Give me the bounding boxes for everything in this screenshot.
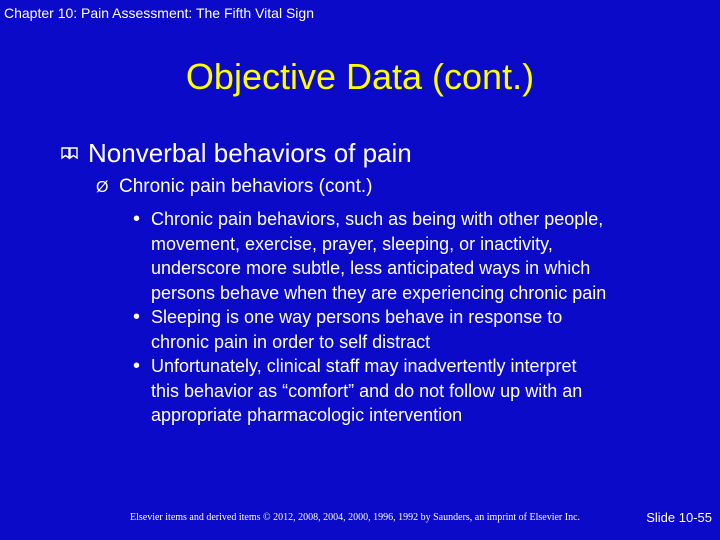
level1-text: Nonverbal behaviors of pain (88, 138, 412, 168)
dot-bullet-icon: • (133, 355, 141, 377)
level2-bullet-item (96, 176, 696, 198)
list-item-text: Sleeping is one way persons behave in response to chronic pain in order to self distract (151, 307, 563, 352)
list-item-text: Chronic pain behaviors, such as being with other people, movement, exercise, prayer, sleeping, or inactivity, underscore more subtle, less anticipated ways in which persons behave when they are experiencing chronic pain (151, 209, 607, 303)
list-item-text: Unfortunately, clinical staff may inadvertently interpret this behavior as “comfort” and do not follow up with an appropriate pharmacologic intervention (151, 356, 583, 425)
copyright-notice: Elsevier items and derived items © 2012, 2008, 2004, 2000, 1996, 1992 by Saunders, an imprint of Elsevier Inc. (130, 512, 581, 523)
chapter-header: Chapter 10: Pain Assessment: The Fifth Vital Sign (4, 5, 314, 21)
slide-title: Objective Data (cont.) (185, 56, 535, 97)
list-item (133, 207, 693, 305)
list-item (133, 305, 693, 354)
dot-bullet-icon: • (133, 208, 141, 230)
level1-bullet-item (60, 138, 700, 169)
level2-text: Chronic pain behaviors (cont.) (119, 176, 373, 197)
dot-bullet-icon: • (133, 306, 141, 328)
slide-number: Slide 10-55 (646, 510, 712, 525)
list-item (133, 354, 693, 428)
level3-bullet-list (133, 207, 693, 428)
bookmark-bullet-icon (60, 145, 88, 166)
arrow-bullet-icon: Ø (96, 179, 109, 196)
